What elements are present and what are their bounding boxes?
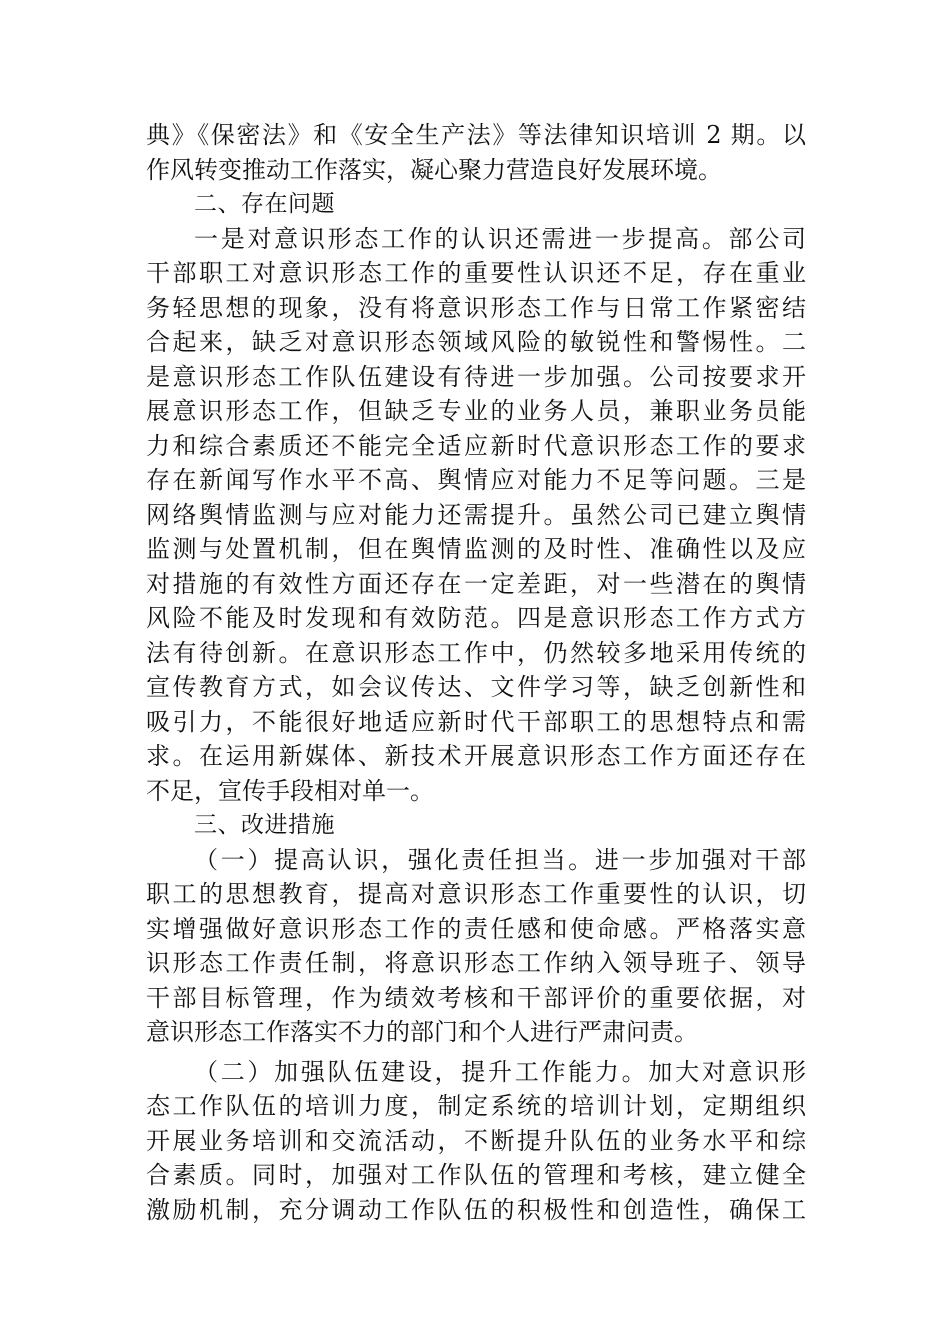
text-line: 法有待创新。在意识形态工作中，仍然较多地采用传统的 <box>146 638 806 667</box>
text-line <box>146 1055 806 1090</box>
text-line: 务轻思想的现象，没有将意识形态工作与日常工作紧密结 <box>146 293 806 322</box>
text-line: 风险不能及时发现和有效防范。四是意识形态工作方式方 <box>146 604 806 632</box>
measure-text: 进一步加强对干部 <box>594 845 807 874</box>
section-heading-problems: 二、存在问题 <box>194 191 335 217</box>
text-line: 是意识形态工作队伍建设有待进一步加强。公司按要求开 <box>146 362 806 391</box>
text-line: 作风转变推动工作落实，凝心聚力营造良好发展环境。 <box>146 155 722 184</box>
measure-text: 加大对意识形 <box>648 1057 807 1086</box>
document-page <box>146 118 806 1227</box>
text-line: 实增强做好意识形态工作的责任感和使命感。严格落实意 <box>146 914 806 943</box>
text-line: 态工作队伍的培训力度，制定系统的培训计划，定期组织 <box>146 1092 806 1120</box>
text-line: 展意识形态工作，但缺乏专业的业务人员，兼职业务员能 <box>146 397 806 425</box>
section-heading-measures: 三、改进措施 <box>194 812 335 838</box>
text-line: 求。在运用新媒体、新技术开展意识形态工作方面还存在 <box>146 742 806 770</box>
measure-item-1 <box>146 843 806 1050</box>
text-line: 识形态工作责任制，将意识形态工作纳入领导班子、领导 <box>146 949 806 977</box>
text-line: 干部职工对意识形态工作的重要性认识还不足，存在重业 <box>146 259 806 287</box>
text-line: 对措施的有效性方面还存在一定差距，对一些潜在的舆情 <box>146 569 806 598</box>
measure-item-2 <box>146 1055 806 1228</box>
text-line: 开展业务培训和交流活动，不断提升队伍的业务水平和综 <box>146 1126 806 1155</box>
text-line: 力和综合素质还不能完全适应新时代意识形态工作的要求 <box>146 431 806 460</box>
text-line: 不足，宣传手段相对单一。 <box>146 776 434 805</box>
text-line: 监测与处置机制，但在舆情监测的及时性、准确性以及应 <box>146 535 806 563</box>
intro-paragraph <box>146 118 806 187</box>
text-line: 网络舆情监测与应对能力还需提升。虽然公司已建立舆情 <box>146 500 806 529</box>
text-line: 合起来，缺乏对意识形态领域风险的敏锐性和警惕性。二 <box>146 328 806 356</box>
text-line: 干部目标管理，作为绩效考核和干部评价的重要依据，对 <box>146 983 806 1012</box>
text-line: 激励机制，充分调动工作队伍的积极性和创造性，确保工 <box>146 1195 806 1224</box>
text-line: 职工的思想教育，提高对意识形态工作重要性的认识，切 <box>146 880 806 908</box>
problems-paragraph <box>146 222 806 809</box>
text-line <box>146 843 806 878</box>
text-line: 宣传教育方式，如会议传达、文件学习等，缺乏创新性和 <box>146 673 806 701</box>
text-line: 意识形态工作落实不力的部门和个人进行严肃问责。 <box>146 1018 698 1046</box>
measure-title: （二）加强队伍建设，提升工作能力。 <box>194 1057 649 1086</box>
text-line: 一是对意识形态工作的认识还需进一步提高。部公司 <box>194 224 806 253</box>
text-line: 典》《保密法》和《安全生产法》等法律知识培训 2 期。以 <box>146 121 806 149</box>
text-line: 合素质。同时，加强对工作队伍的管理和考核，建立健全 <box>146 1161 806 1189</box>
text-line: 吸引力，不能很好地适应新时代干部职工的思想特点和需 <box>146 707 806 736</box>
text-line: 存在新闻写作水平不高、舆情应对能力不足等问题。三是 <box>146 466 806 494</box>
measure-title: （一）提高认识，强化责任担当。 <box>194 845 595 874</box>
